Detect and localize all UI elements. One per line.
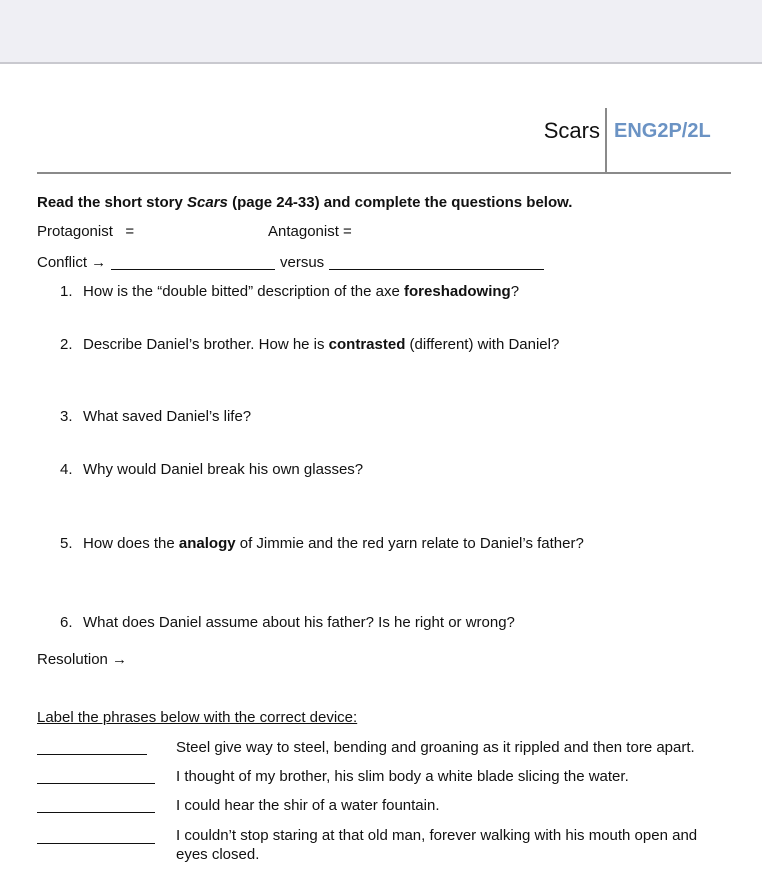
device-answer-blank[interactable] [37, 783, 155, 784]
antagonist-label: Antagonist = [268, 223, 352, 240]
question-bold-term: contrasted [328, 336, 406, 353]
course-code: ENG2P/2L [614, 120, 711, 142]
conflict-label: Conflict → [37, 254, 107, 271]
question-text: How is the “double bitted” description of the axe [83, 283, 405, 300]
question-number: 3. [60, 408, 73, 425]
instructions [37, 193, 572, 212]
browser-top-bar [0, 0, 762, 64]
devices-heading: Label the phrases below with the correct device: [37, 709, 358, 726]
conflict-blank-1[interactable] [111, 269, 275, 270]
header-rule [37, 172, 731, 174]
question-item [60, 407, 251, 426]
question-text-end: of Jimmie and the red yarn relate to Daniel’s father? [235, 535, 584, 552]
question-number: 4. [60, 461, 73, 478]
question-item [60, 534, 584, 553]
instructions-story-title: Scars [187, 194, 228, 211]
resolution-label: Resolution → [37, 651, 128, 668]
question-text-end: ? [510, 283, 520, 300]
question-number: 5. [60, 535, 73, 552]
question-bold-term: foreshadowing [404, 283, 511, 300]
instructions-suffix: (page 24-33) and complete the questions below. [227, 194, 573, 211]
device-phrase: I thought of my brother, his slim body a white blade slicing the water. [176, 768, 629, 785]
question-text: What does Daniel assume about his father? Is he right or wrong? [83, 614, 515, 631]
device-answer-blank[interactable] [37, 812, 155, 813]
device-answer-blank[interactable] [37, 754, 147, 755]
header-divider [605, 108, 607, 172]
question-item [60, 282, 519, 301]
question-item [60, 335, 559, 354]
question-number: 6. [60, 614, 73, 631]
instructions-prefix: Read the short story [37, 194, 188, 211]
device-answer-blank[interactable] [37, 843, 155, 844]
device-phrase: I couldn’t stop staring at that old man, forever walking with his mouth open and eyes closed. [176, 827, 698, 863]
device-phrase: I could hear the shir of a water fountain. [176, 797, 440, 814]
document-header [37, 108, 731, 174]
question-item [60, 613, 515, 632]
question-item [60, 460, 363, 479]
question-text: What saved Daniel’s life? [83, 408, 252, 425]
conflict-blank-2[interactable] [329, 269, 544, 270]
document-title: Scars [543, 118, 600, 143]
protagonist-label: Protagonist = [37, 223, 135, 240]
question-text: Describe Daniel’s brother. How he is [83, 336, 329, 353]
versus-label: versus [280, 254, 325, 271]
question-text: Why would Daniel break his own glasses? [83, 461, 364, 478]
question-number: 2. [60, 336, 73, 353]
question-number: 1. [60, 283, 73, 300]
question-bold-term: analogy [178, 535, 236, 552]
question-text: How does the [83, 535, 179, 552]
device-phrase: Steel give way to steel, bending and groaning as it rippled and then tore apart. [176, 739, 695, 756]
question-text-end: (different) with Daniel? [405, 336, 560, 353]
